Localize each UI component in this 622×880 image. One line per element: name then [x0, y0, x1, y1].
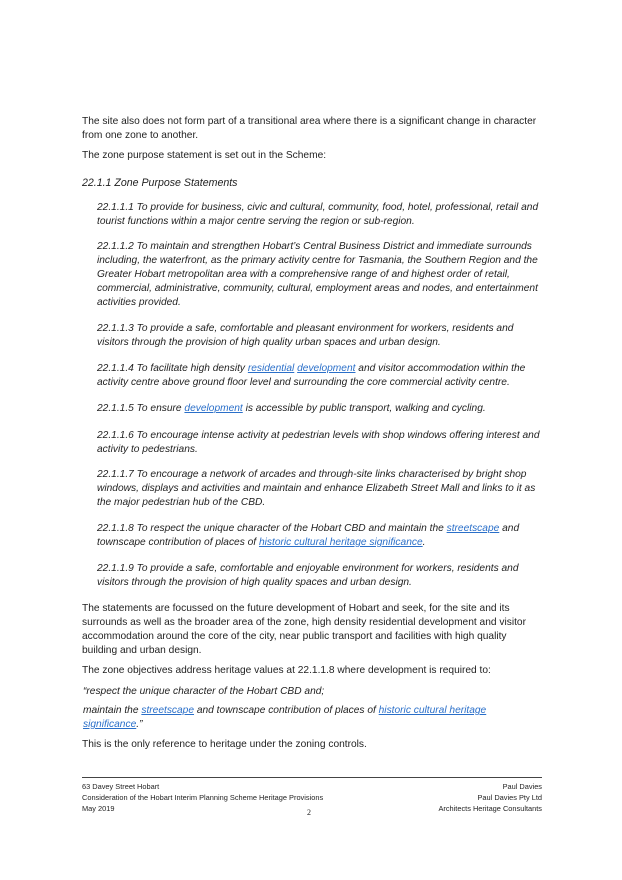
body-paragraph-objectives: The zone objectives address heritage values at 22.1.1.8 where development is required to: [82, 665, 491, 676]
statement-22-1-1-9: 22.1.1.9 To provide a safe, comfortable and enjoyable environment for workers, residents and visitors through the provision of high quality spaces and urban design. [97, 563, 519, 588]
statement-22-1-1-8 [97, 522, 545, 550]
statement-22-1-1-2: 22.1.1.2 To maintain and strengthen Hobart’s Central Business District and immediate surrounds including, the waterfront, as the primary activity centre for Tasmania, the Southern Region and the Greater Hobart metropolitan area with a comprehensive range of and highest order of retail, commercial, administrative, community, cultural, employment areas and nodes, and entertainment activities provided. [97, 241, 538, 308]
quote-line-1: “respect the unique character of the Hobart CBD and; [83, 686, 325, 697]
statement-22-1-1-7: 22.1.1.7 To encourage a network of arcades and through-site links characterised by bright shop windows, displays and activities and maintain and enhance Elizabeth Street Mall and links to it as the major pedestrian hub of the CBD. [97, 469, 536, 508]
section-heading: 22.1.1 Zone Purpose Statements [82, 177, 238, 189]
footer-company: Paul Davies Pty Ltd [477, 793, 542, 802]
body-paragraph-statements: The statements are focussed on the future development of Hobart and seek, for the site and its surrounds as well as the broader area of the zone, high density residential development and visitor accommodation around the core of the city, near public transport and facilities with high quality building and urban design. [82, 603, 526, 656]
link-historic-cultural-heritage-significance[interactable]: historic cultural heritage significance [83, 705, 487, 730]
statement-text: is accessible by public transport, walking and cycling. [242, 403, 486, 414]
statement-22-1-1-1: 22.1.1.1 To provide for business, civic and cultural, community, food, hotel, professional, retail and tourist functions within a major centre serving the region or sub-region. [97, 202, 539, 227]
intro-paragraph-1: The site also does not form part of a transitional area where there is a significant change in character from one zone to another. [82, 116, 537, 141]
link-streetscape[interactable]: streetscape [446, 523, 500, 534]
statement-text: 22.1.1.8 To respect the unique character of the Hobart CBD and maintain the [97, 523, 447, 534]
statement-text: . [422, 537, 426, 548]
footer-practice: Architects Heritage Consultants [438, 804, 542, 813]
quote-line-2 [83, 704, 533, 732]
statement-text: and townscape contribution of places of [97, 523, 520, 548]
statement-text: 22.1.1.4 To facilitate high density [97, 363, 248, 374]
statement-22-1-1-4 [97, 362, 545, 390]
footer-divider [82, 777, 542, 778]
link-residential[interactable]: residential [247, 363, 295, 374]
link-historic-cultural-heritage-significance[interactable]: historic cultural heritage significance [258, 537, 423, 548]
page-number: 2 [307, 808, 311, 817]
statement-22-1-1-6: 22.1.1.6 To encourage intense activity at pedestrian levels with shop windows offering interest and activity to pedestrians. [97, 430, 540, 455]
quote-text: maintain the [83, 705, 142, 716]
quote-text: and townscape contribution of places of [194, 705, 379, 716]
footer-address: 63 Davey Street Hobart [82, 782, 160, 791]
quote-text: .” [136, 719, 143, 730]
link-streetscape[interactable]: streetscape [141, 705, 195, 716]
intro-paragraph-2: The zone purpose statement is set out in the Scheme: [82, 150, 327, 161]
statement-text: and visitor accommodation within the activity centre above ground floor level and surrounding the core commercial activity centre. [97, 363, 526, 388]
body-paragraph-closing: This is the only reference to heritage under the zoning controls. [82, 739, 367, 750]
statement-22-1-1-5 [97, 402, 545, 416]
footer-report-title: Consideration of the Hobart Interim Planning Scheme Heritage Provisions [82, 793, 324, 802]
footer-date: May 2019 [82, 804, 115, 813]
statement-22-1-1-3: 22.1.1.3 To provide a safe, comfortable and pleasant environment for workers, residents and visitors through the provision of high quality urban spaces and urban design. [97, 323, 514, 348]
footer-author: Paul Davies [502, 782, 542, 791]
link-development[interactable]: development [297, 363, 356, 374]
statement-text: 22.1.1.5 To ensure [97, 403, 185, 414]
link-development[interactable]: development [184, 403, 243, 414]
